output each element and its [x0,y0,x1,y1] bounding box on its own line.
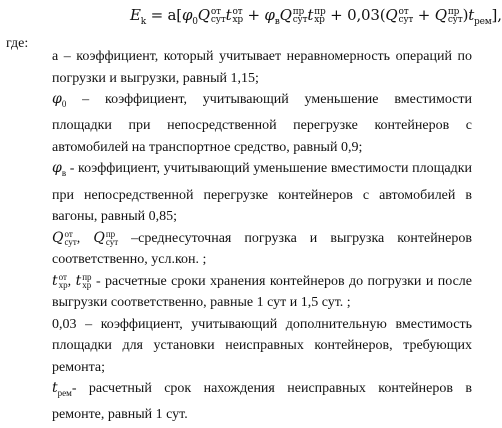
formula-phiv-sub: в [274,17,280,27]
formula-q4-idx: пр сут [447,7,463,25]
formula-phi0-sub: 0 [192,17,198,27]
formula-q4: Q [434,6,447,24]
where-label: где: [6,36,29,51]
formula-rbr: ], [491,6,502,24]
def-003: 0,03 – коэффициент, учитывающий дополнительную вместимость площадки для установки неисправных контейнеров, требующих ремонта; [52,316,472,375]
formula-plus2: + [325,6,348,24]
formula-lbr: [ [176,6,182,24]
formula-plus3: + [413,6,435,24]
formula-t3-sub: рем [474,17,492,27]
formula-eq: = [146,6,168,24]
formula-t2: t [307,6,314,24]
formula-t1: t [225,6,232,24]
formula-lpar: ( [379,6,386,24]
formula-t2-idx: пр хр [314,7,326,25]
formula-q1-idx: от сут [210,7,226,25]
formula-q2: Q [279,6,292,24]
formula-q2-idx: пр сут [292,7,308,25]
formula-rpar: ) [462,6,469,24]
def-a: a – коэффициент, который учитывает неравномерность операций по погрузки и выгрузки, равный 1,15; [52,49,472,86]
def-t: t от хр , t пр хр - расчетные сроки хранения контейнеров до погрузки и после выгрузки соответственно, равные 1 сут и 1,5 сут. ; [52,272,473,311]
formula-lhs-sub: k [140,17,147,27]
def-q: Q от сут , Q пр сут –среднесуточная погрузка и выгрузка контейнеров соответственно, усл.кон. ; [52,229,472,268]
formula-t1-idx: от хр [232,7,243,25]
def-trem: $t_{рем}-$ расчетный срок нахождения неисправных контейнеров в ремонте, равный 1 сут. [52,380,472,423]
formula-q3-idx: от сут [398,7,414,25]
formula-const: 0,03 [347,6,380,24]
formula-phiv: φ [264,6,275,24]
formula-phi0: φ [181,6,193,24]
formula-lhs: E [130,6,141,24]
formula-q1: Q [197,6,210,24]
formula [130,6,502,27]
formula-t3: t [468,6,475,24]
def-phi0: $\varphi_0$ – коэффициент, учитывающий уменьшение вместимости площадки при непосредственной перегрузке контейнеров с автомобилей на транспортное средство, равный 0,9; [52,91,472,155]
formula-plus1: + [242,6,265,24]
formula-a: a [167,6,177,24]
def-phiv: $\varphi_в$ - коэффициент, учитывающий уменьшение вместимости площадки при непосредственной перегрузке контейнеров с автомобилей в вагоны, равный 0,85; [52,160,472,225]
formula-q3: Q [385,6,398,24]
definitions-list [52,46,472,426]
